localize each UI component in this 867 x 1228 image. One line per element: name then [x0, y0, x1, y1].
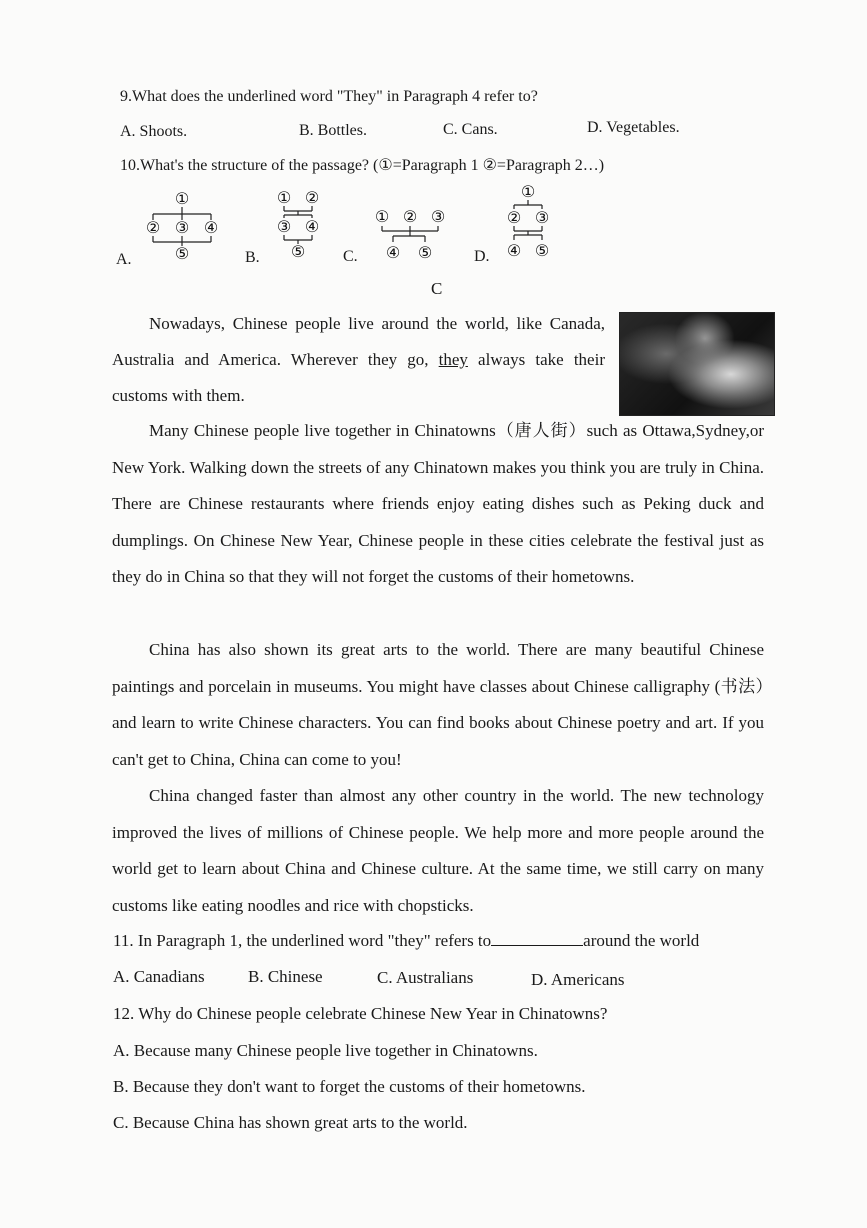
passage-paragraph-1-start: Nowadays, Chinese people live around the world, like Canada, Australia and America. Wherever they go,: [112, 314, 605, 369]
question-12-stem: 12. Why do Chinese people celebrate Chinese New Year in Chinatowns?: [113, 1004, 608, 1023]
question-10-option-c: C.: [343, 248, 358, 265]
question-11-option-b: B. Chinese: [248, 967, 323, 986]
question-9-option-a: A. Shoots.: [120, 123, 188, 140]
passage-paragraph-3: China has also shown its great arts to the world. There are many beautiful Chinese paintings and porcelain in museums. You might have classes about Chinese calligraphy (书法）and learn to write Chinese characters. You can find books about Chinese poetry and art. If you can't get to China, China can come to you!: [112, 640, 764, 769]
diagram-d-node-1: ①: [520, 182, 536, 201]
question-10-stem: 10.What's the structure of the passage? (①=Paragraph 1 ②=Paragraph 2…): [120, 157, 605, 174]
diagram-c-node-3: ③: [430, 207, 446, 226]
question-9-option-b: B. Bottles.: [299, 122, 368, 139]
diagram-b-node-1: ①: [276, 188, 292, 207]
passage-paragraph-4: China changed faster than almost any other country in the world. The new technology improved the lives of millions of Chinese people. We help more and more people around the world get to learn about China and Chinese culture. At the same time, we still carry on many customs like eating noodles and rice with chopsticks.: [112, 786, 764, 915]
question-9-option-d: D. Vegetables.: [587, 119, 680, 136]
diagram-a-node-5: ⑤: [174, 244, 190, 263]
diagram-b-node-4: ④: [304, 217, 320, 236]
question-11-stem-start: 11. In Paragraph 1, the underlined word "they" refers to: [113, 931, 492, 950]
question-11-stem: [113, 931, 699, 951]
diagram-c-node-4: ④: [385, 243, 401, 262]
structure-diagram-c: [368, 204, 454, 266]
question-10-option-b: B.: [245, 249, 260, 266]
structure-diagram-d: [499, 180, 557, 264]
answer-blank: [491, 931, 583, 946]
question-9-option-c: C. Cans.: [443, 121, 498, 138]
question-12-option-c: C. Because China has shown great arts to the world.: [113, 1113, 468, 1132]
structure-diagram-b: [270, 186, 326, 262]
diagram-d-node-4: ④: [506, 241, 522, 260]
diagram-a-node-2: ②: [145, 218, 161, 237]
question-11-option-a: A. Canadians: [113, 967, 205, 986]
structure-diagram-a: [140, 188, 224, 264]
chinese-new-year-photo: [619, 312, 775, 416]
passage-paragraph-1-end: always take their customs with them.: [112, 350, 605, 405]
diagram-a-node-1: ①: [174, 189, 190, 208]
question-11-option-d: D. Americans: [531, 970, 625, 989]
diagram-b-node-2: ②: [304, 188, 320, 207]
passage-paragraph-1: [112, 306, 605, 414]
question-10-option-d: D.: [474, 248, 490, 265]
question-11-stem-end: around the world: [583, 931, 700, 950]
diagram-d-node-2: ②: [506, 208, 522, 227]
passage-paragraph-2: Many Chinese people live together in Chinatowns（唐人街）such as Ottawa,Sydney,or New York. Walking down the streets of any Chinatown makes you think you are truly in China. There are Chinese restaurants where friends enjoy eating dishes such as Peking duck and dumplings. On Chinese New Year, Chinese people in these cities celebrate the festival just as they do in China so that they will not forget the customs of their hometowns.: [112, 421, 764, 586]
diagram-a-node-4: ④: [203, 218, 219, 237]
diagram-c-node-2: ②: [402, 207, 418, 226]
question-10-option-a: A.: [116, 251, 132, 268]
question-12-option-a: A. Because many Chinese people live together in Chinatowns.: [113, 1041, 538, 1060]
diagram-b-node-5: ⑤: [290, 242, 306, 261]
diagram-c-node-1: ①: [374, 207, 390, 226]
diagram-d-node-3: ③: [534, 208, 550, 227]
section-heading: C: [431, 279, 443, 298]
question-9-stem: 9.What does the underlined word "They" in Paragraph 4 refer to?: [120, 88, 538, 105]
diagram-c-node-5: ⑤: [417, 243, 433, 262]
underlined-word-they: they: [438, 350, 468, 369]
diagram-a-node-3: ③: [174, 218, 190, 237]
diagram-d-node-5: ⑤: [534, 241, 550, 260]
question-12-option-b: B. Because they don't want to forget the customs of their hometowns.: [113, 1077, 586, 1096]
question-11-option-c: C. Australians: [377, 968, 474, 987]
diagram-b-node-3: ③: [276, 217, 292, 236]
